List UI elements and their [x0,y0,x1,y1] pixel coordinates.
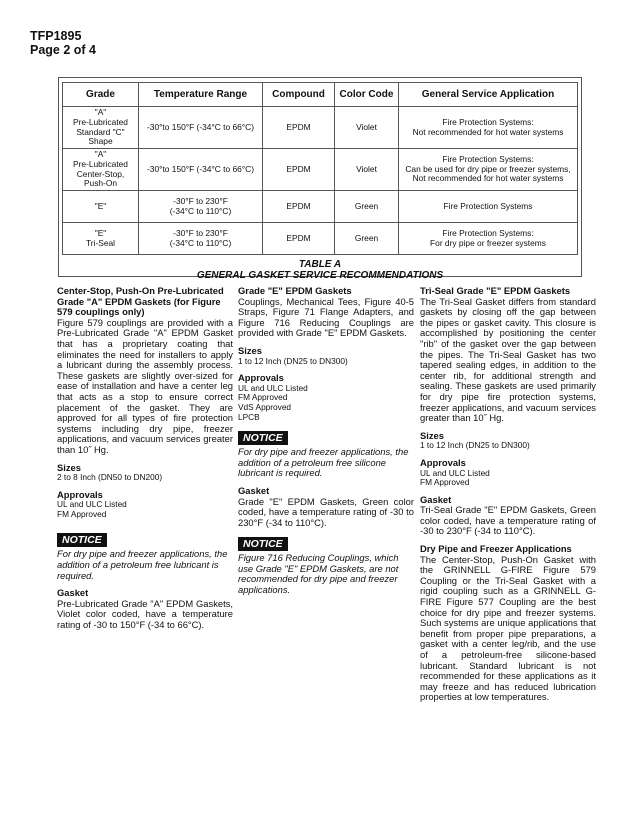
table-header-cell: Grade [63,83,139,107]
section-body: The Tri-Seal Gasket differs from standard gaskets by closing off the gap between the pipes or gasket cavity. This closure is accomplished by positioning the center "rib" of the gasket over the gap between the pipes. The Tri-Seal Gasket has two tapered sealing edges, in addition to the center rib, for additional strength and sealing. These gaskets are used primarily for dry pipe fire protection systems, freezer applications, and vacuum services greater than 10˝ Hg. [420,295,596,424]
approval-item: FM Approved [57,508,107,519]
dry-pipe-text: The Center-Stop, Push-On Gasket with the GRINNELL G-FIRE Figure 579 Coupling or the Tri-Seal Gasket with a rigid coupling such as a GRINNELL G-FIRE Figure 577 Coupling are the best choice for dry pipe and freezer systems. Such systems are unique applications that benefit from proper pipe preparations, a gasket with a center leg/rib, and the use of a petroleum-free silicone-based lubricant. Standard lubricant is not recommended for these applications as it may freeze and has reduced lubrication properties at low temperatures. [420,553,596,703]
gasket-table-box [58,77,582,281]
table-cell: "E" [63,191,139,223]
table-caption-title: TABLE A [298,259,342,270]
table-cell: Green [335,191,399,223]
section-body: Couplings, Mechanical Tees, Figure 40-5 Straps, Figure 71 Flange Adapters, and Figure 716 Reducing Couplings are provided with Grade "E" EPDM Gaskets. [238,295,414,339]
approvals-heading: Approvals [238,372,284,384]
notice-badge: NOTICE [57,533,107,547]
gasket-text: Tri-Seal Grade "E" EPDM Gaskets, Green color coded, have a temperature rating of -30 to 230°F (-34 to 110°C). [420,504,596,537]
gasket-text: Grade "E" EPDM Gaskets, Green color coded, have a temperature rating of -30 to 230°F (-34 to 110°C). [238,495,414,528]
page-header [30,29,96,57]
approvals-heading: Approvals [57,488,103,500]
table-cell: Violet [335,149,399,191]
table-cell: -30°to 150°F (-34°C to 66°C) [139,107,263,149]
table-cell: EPDM [263,149,335,191]
table-header-cell: General Service Application [399,83,578,107]
table-row [63,223,578,255]
table-row [63,149,578,191]
sizes-value: 1 to 12 Inch (DN25 to DN300) [238,355,348,366]
sizes-value: 1 to 12 Inch (DN25 to DN300) [420,440,530,451]
column-right [420,286,596,703]
gasket-heading: Gasket [420,493,452,505]
table-cell: -30°F to 230°F (-34°C to 110°C) [139,223,263,255]
table-cell: Fire Protection Systems: Not recommended for hot water systems [399,107,578,149]
table-cell: "A" Pre-Lubricated Center-Stop, Push-On [63,149,139,191]
sizes-heading: Sizes [57,461,81,473]
section-heading: Center-Stop, Push-On Pre-Lubricated Grade "A" EPDM Gaskets (for Figure 579 couplings only) [57,285,224,318]
dry-pipe-heading: Dry Pipe and Freezer Applications [420,543,572,555]
document-id: TFP1895 [30,29,82,43]
table-cell: Violet [335,107,399,149]
approval-item: LPCB [238,411,260,422]
sizes-heading: Sizes [238,344,262,356]
column-middle [238,286,414,596]
table-cell: "E" Tri-Seal [63,223,139,255]
sizes-heading: Sizes [420,429,444,441]
column-left [57,286,233,631]
table-cell: Fire Protection Systems: Can be used for dry pipe or freezer systems, Not recommended for hot water systems [399,149,578,191]
approvals-heading: Approvals [420,456,466,468]
gasket-table [62,82,578,255]
approval-item: UL and ULC Listed [238,382,308,393]
table-cell: Fire Protection Systems [399,191,578,223]
approval-item: UL and ULC Listed [57,499,127,510]
table-cell: -30°to 150°F (-34°C to 66°C) [139,149,263,191]
table-cell: "A" Pre-Lubricated Standard "C" Shape [63,107,139,149]
notice-badge: NOTICE [238,431,288,445]
section-body: Figure 579 couplings are provided with a Pre-Lubricated Grade "A" EPDM Gasket that has a proprietary coating that eliminates the need for installers to apply a lubricant during the assembly process. These gaskets are slightly over-sized for ease of installation and have a center leg that acts as a stop to ensure correct placement of the gasket. They are approved for all types of fire protection systems including dry pipe, freezer applications, and vacuum services greater than 10˝ Hg. [57,316,233,455]
table-cell: Green [335,223,399,255]
table-caption-subtitle: GENERAL GASKET SERVICE RECOMMENDATIONS [196,270,444,281]
notice-text: Figure 716 Reducing Couplings, which use Grade "E" EPDM Gaskets, are not recommended for dry pipe and freezer applications. [238,552,399,596]
table-caption [59,259,581,281]
approval-item: FM Approved [238,392,288,403]
table-cell: EPDM [263,223,335,255]
table-cell: EPDM [263,107,335,149]
notice-badge: NOTICE [238,537,288,551]
approval-item: VdS Approved [238,401,292,412]
table-cell: -30°F to 230°F (-34°C to 110°C) [139,191,263,223]
notice-text: For dry pipe and freezer applications, the addition of a petroleum free silicone lubricant is required. [238,446,409,479]
section-heading: Grade "E" EPDM Gaskets [238,285,352,296]
section-heading: Tri-Seal Grade "E" EPDM Gaskets [420,285,571,296]
notice-text: For dry pipe and freezer applications, the addition of a petroleum free lubricant is required. [57,548,228,581]
table-header-cell: Compound [263,83,335,107]
table-cell: EPDM [263,191,335,223]
table-cell: Fire Protection Systems: For dry pipe or freezer systems [399,223,578,255]
gasket-heading: Gasket [238,484,270,496]
page-number: Page 2 of 4 [30,43,96,57]
gasket-heading: Gasket [57,587,89,599]
gasket-text: Pre-Lubricated Grade "A" EPDM Gaskets, Violet color coded, have a temperature rating of -30 to 150°F (-34 to 66°C). [57,597,233,631]
table-header-cell: Color Code [335,83,399,107]
approval-item: UL and ULC Listed [420,467,490,478]
approval-item: FM Approved [420,477,470,488]
table-row [63,107,578,149]
table-row [63,191,578,223]
table-header-cell: Temperature Range [139,83,263,107]
sizes-value: 2 to 8 Inch (DN50 to DN200) [57,472,163,483]
table-header-row [63,83,578,107]
